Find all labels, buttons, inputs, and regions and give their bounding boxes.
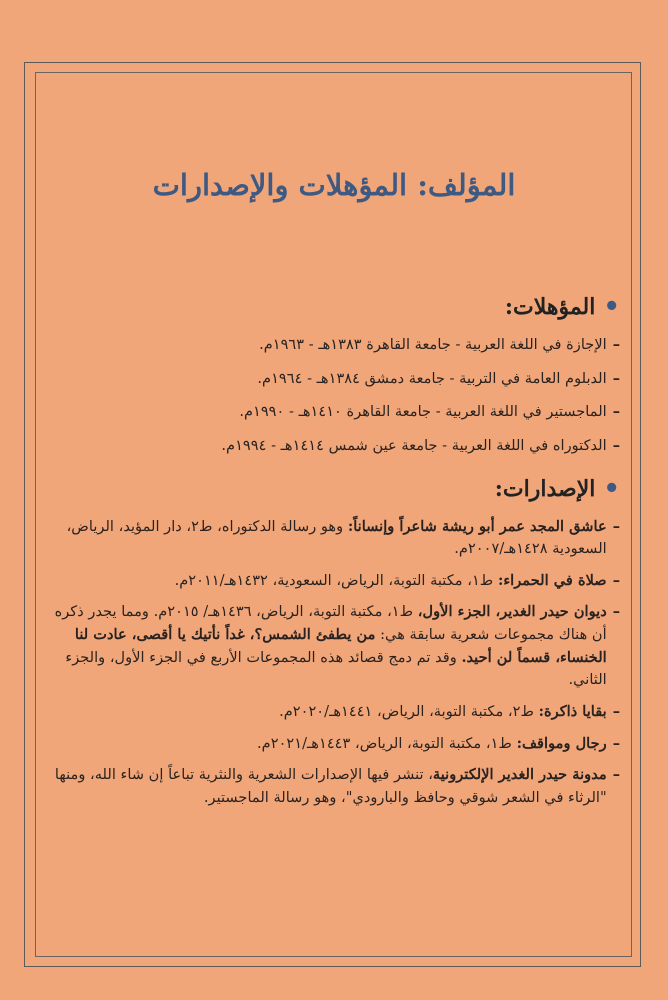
dash-icon: –: [612, 436, 620, 454]
list-item: [52, 368, 620, 391]
page-title: المؤلف: المؤهلات والإصدارات: [152, 168, 516, 202]
publication-text: [52, 516, 607, 561]
list-item: [52, 701, 620, 724]
publication-details: وهو رسالة الدكتوراه، ط٢، دار المؤيد، الرياض، السعودية ١٤٢٨هـ/٢٠٠٧م.: [66, 517, 607, 558]
list-item: [52, 334, 620, 357]
publication-title: مدونة حيدر الغدير الإلكترونية: [432, 766, 607, 784]
qualification-text: الماجستير في اللغة العربية - جامعة القاهرة ١٤١٠هـ - ١٩٩٠م.: [239, 403, 607, 421]
dash-icon: –: [612, 702, 620, 720]
publication-text: [52, 733, 607, 756]
content: [52, 290, 620, 818]
list-item: [52, 601, 620, 691]
dash-icon: –: [612, 336, 620, 354]
dash-icon: –: [612, 734, 620, 752]
dash-icon: –: [612, 603, 620, 621]
dash-icon: –: [612, 517, 620, 535]
qualification-text: الدكتوراه في اللغة العربية - جامعة عين شمس ١٤١٤هـ - ١٩٩٤م.: [221, 436, 607, 454]
publication-text: [52, 570, 607, 593]
publications-list: [52, 516, 620, 810]
list-item: [52, 570, 620, 593]
dash-icon: –: [612, 766, 620, 784]
publication-title: رجال ومواقف:: [516, 734, 607, 752]
publication-details: ، تنشر فيها الإصدارات الشعرية والنثرية تباعاً إن شاء الله، ومنها "الرثاء في الشعر شوقي وحافظ والبارودي"، وهو رسالة الماجستير.: [54, 766, 607, 806]
qualification-text: الإجازة في اللغة العربية - جامعة القاهرة ١٣٨٣هـ - ١٩٦٣م.: [259, 336, 607, 354]
publication-title: ديوان حيدر الغدير، الجزء الأول،: [417, 603, 607, 621]
publication-details: ط١، مكتبة التوبة، الرياض، ١٤٤٣هـ/٢٠٢١م.: [257, 734, 517, 752]
qualifications-heading: [52, 290, 620, 324]
list-item: [52, 401, 620, 424]
list-item: [52, 764, 620, 809]
publication-details: ط١، مكتبة التوبة، الرياض، ١٤٣٦هـ/ ٢٠١٥م. ومما يجدر ذكره أن هناك مجموعات شعرية سابقة هي:: [54, 603, 607, 644]
publication-details: ط١، مكتبة التوبة، الرياض، السعودية، ١٤٣٢هـ/٢٠١١م.: [174, 571, 498, 589]
dash-icon: –: [612, 369, 620, 387]
publication-details-cont: وقد تم دمج قصائد هذه المجموعات الأربع في الجزء الأول، والجزء الثاني.: [65, 648, 607, 689]
bullet-icon: •: [603, 473, 620, 504]
publication-text: [52, 701, 607, 724]
publication-title: عاشق المجد عمر أبو ريشة شاعراً وإنساناً:: [347, 517, 607, 535]
publication-text: [52, 601, 607, 691]
publication-details: ط٢، مكتبة التوبة، الرياض، ١٤٤١هـ/٢٠٢٠م.: [279, 702, 539, 720]
publications-heading: [52, 472, 620, 506]
publications-heading-text: الإصدارات:: [494, 475, 596, 502]
collections-titles: من يطفئ الشمس؟، غداً نأتيك يا أقصى، عادت لنا الخنساء، قسماً لن أحيد.: [74, 626, 607, 666]
list-item: [52, 733, 620, 756]
qualification-text: الدبلوم العامة في التربية - جامعة دمشق ١٣٨٤هـ - ١٩٦٤م.: [257, 369, 607, 387]
publication-title: بقايا ذاكرة:: [538, 702, 607, 720]
publication-title: صلاة في الحمراء:: [497, 571, 607, 589]
publication-text: [52, 764, 607, 809]
list-item: [52, 435, 620, 458]
list-item: [52, 516, 620, 561]
dash-icon: –: [612, 403, 620, 421]
dash-icon: –: [612, 571, 620, 589]
qualifications-heading-text: المؤهلات:: [504, 294, 596, 320]
bullet-icon: •: [603, 292, 620, 323]
